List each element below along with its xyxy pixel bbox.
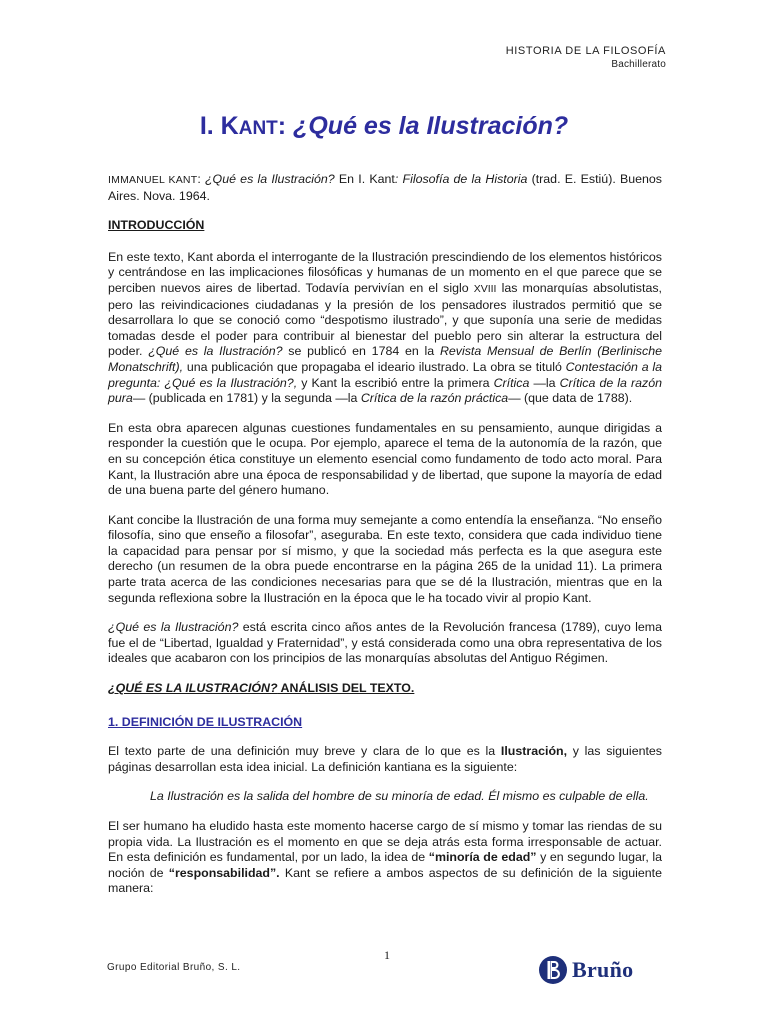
- section-1-paragraph-1: [108, 744, 662, 775]
- work-title: ¿Qué es la Ilustración?: [148, 344, 283, 359]
- section-1-paragraph-2: [108, 819, 662, 897]
- intro-paragraph-3: Kant concibe la Ilustración de una forma muy semejante a como entendía la enseñanza. “No enseño filosofía, sino que enseño a filosofar”, aseguraba. En este texto, considera que cada individuo tiene la capacidad para pensar por sí mismo, y que la sociedad más perfecta es la que asegura este derecho (un resumen de la obra puede encontrarse en la página 265 de la unidad 11). La primera parte trata acerca de las condiciones necesarias para que se dé la Ilustración, mientras que en la segunda reflexiona sobre la Ilustración en la época que le ha tocado vivir al propio Kant.: [108, 512, 662, 605]
- text-run: está escrita cinco años antes de la Revolución francesa (1789), cuyo lema fue el de “Libertad, Igualdad y Fraternidad”, y está considerada como una obra representativa de los ideales que acabaron con los principios de las monarquías absolutas del Antiguo Régimen.: [108, 620, 662, 666]
- text-run: —la: [529, 375, 560, 390]
- main-content: [108, 172, 662, 911]
- title-name-rest: ANT: [238, 118, 278, 139]
- text-run: — (publicada en 1781) y la segunda —la: [132, 391, 361, 406]
- bruno-logo-icon: [538, 955, 568, 985]
- analysis-heading: [108, 681, 662, 697]
- intro-paragraph-2: En esta obra aparecen algunas cuestiones fundamentales en su pensamiento, aunque dirigidas a responder la cuestión que le ocupa. Por ejemplo, aparece el tema de la autonomía de la razón, que en su concepción ética constituye un elemento esencial como fundamento de todo acto moral. Para Kant, la Ilustración abre una época de responsabilidad y de libertad, que supone la mayoría de edad de una buena parte del género humano.: [108, 420, 662, 498]
- work-title: Crítica: [493, 375, 530, 390]
- title-initial: I.: [199, 112, 221, 140]
- logo-wordmark: Bruño: [572, 957, 634, 982]
- intro-paragraph-1: [108, 250, 662, 407]
- work-title: ¿Qué es la Ilustración?: [108, 620, 239, 635]
- publisher-footer: Grupo Editorial Bruño, S. L.: [107, 962, 241, 973]
- intro-paragraph-4: [108, 620, 662, 667]
- citation-author: IMMANUEL KANT: [108, 174, 198, 186]
- citation-work: ¿Qué es la Ilustración?: [204, 172, 335, 186]
- work-title: Crítica de la razón pura: [108, 375, 662, 406]
- section-1-heading: 1. DEFINICIÓN DE ILUSTRACIÓN: [108, 714, 303, 729]
- running-header: [506, 44, 666, 72]
- title-question: ¿Qué es la Ilustración?: [293, 112, 569, 140]
- text-run: En este texto, Kant aborda el interrogante de la Ilustración prescindiendo de los elementos históricos y centrándose en las implicaciones filosóficas y humanas de un momento en el que parece que se perciben nuevos aires de libertad. Todavía pervivían en el siglo: [108, 249, 662, 295]
- text-run: las monarquías absolutistas, pero las reivindicaciones ciudadanas y la presión de los pensadores ilustrados permitió que se desarrollara lo que se conoció como “despotismo ilustrado”, y que suponía una serie de medidas tomadas desde el poder para contribuir al bienestar del pueblo pero sin alterar la estructura del poder.: [108, 280, 662, 359]
- text-run: se publicó en 1784 en la: [282, 344, 440, 359]
- text-run: y en segundo lugar, la noción de: [108, 850, 663, 880]
- text-run: — (que data de 1788).: [508, 391, 633, 406]
- page-number: 1: [384, 948, 390, 962]
- citation-text: (trad. E. Estiú). Buenos Aires. Nova. 1964.: [108, 172, 662, 203]
- header-level: Bachillerato: [611, 59, 666, 70]
- text-run: El ser humano ha eludido hasta este momento hacerse cargo de sí mismo y tomar las riendas de su propia vida. La Ilustración es el momento en que se deja atrás esta forma irresponsable de actuar. En esta definición es fundamental, por un lado, la idea de: [108, 819, 662, 865]
- citation-text: :: [197, 172, 205, 186]
- intro-heading: INTRODUCCIÓN: [108, 218, 205, 233]
- title-name-first: K: [220, 112, 239, 140]
- text-run: y las siguientes páginas desarrollan esta idea inicial. La definición kantiana es la siguiente:: [108, 744, 663, 774]
- analysis-heading-rest: ANÁLISIS DEL TEXTO.: [277, 681, 415, 696]
- citation: [108, 172, 662, 204]
- text-run: Kant se refiere a ambos aspectos de su definición de la siguiente manera:: [108, 865, 662, 896]
- page-title: [0, 112, 768, 141]
- title-separator: :: [277, 112, 294, 140]
- definition-quote: La Ilustración es la salida del hombre de su minoría de edad. Él mismo es culpable de ella.: [150, 789, 649, 804]
- work-title: Contestación a la pregunta: ¿Qué es la Ilustración?,: [108, 359, 662, 390]
- header-subject: HISTORIA DE LA FILOSOFÍA: [505, 45, 666, 57]
- citation-text: En I. Kant: [334, 172, 395, 186]
- text-run: El texto parte de una definición muy breve y clara de lo que es la: [108, 744, 501, 759]
- key-term: “minoría de edad”: [428, 850, 537, 865]
- key-term: Ilustración,: [500, 744, 568, 759]
- century-numeral: XVIII: [473, 282, 497, 295]
- text-run: una publicación que propagaba el ideario ilustrado. La obra se tituló: [183, 359, 566, 374]
- analysis-heading-title: ¿QUÉ ES LA ILUSTRACIÓN?: [108, 681, 278, 696]
- publisher-logo: [538, 955, 633, 985]
- key-term: “responsabilidad”.: [168, 865, 280, 880]
- text-run: y Kant la escribió entre la primera: [297, 375, 494, 390]
- citation-book: : Filosofía de la Historia: [394, 172, 528, 186]
- journal-title: Revista Mensual de Berlín (Berlinische Monatschrift),: [108, 344, 662, 374]
- work-title: Crítica de la razón práctica: [360, 391, 509, 406]
